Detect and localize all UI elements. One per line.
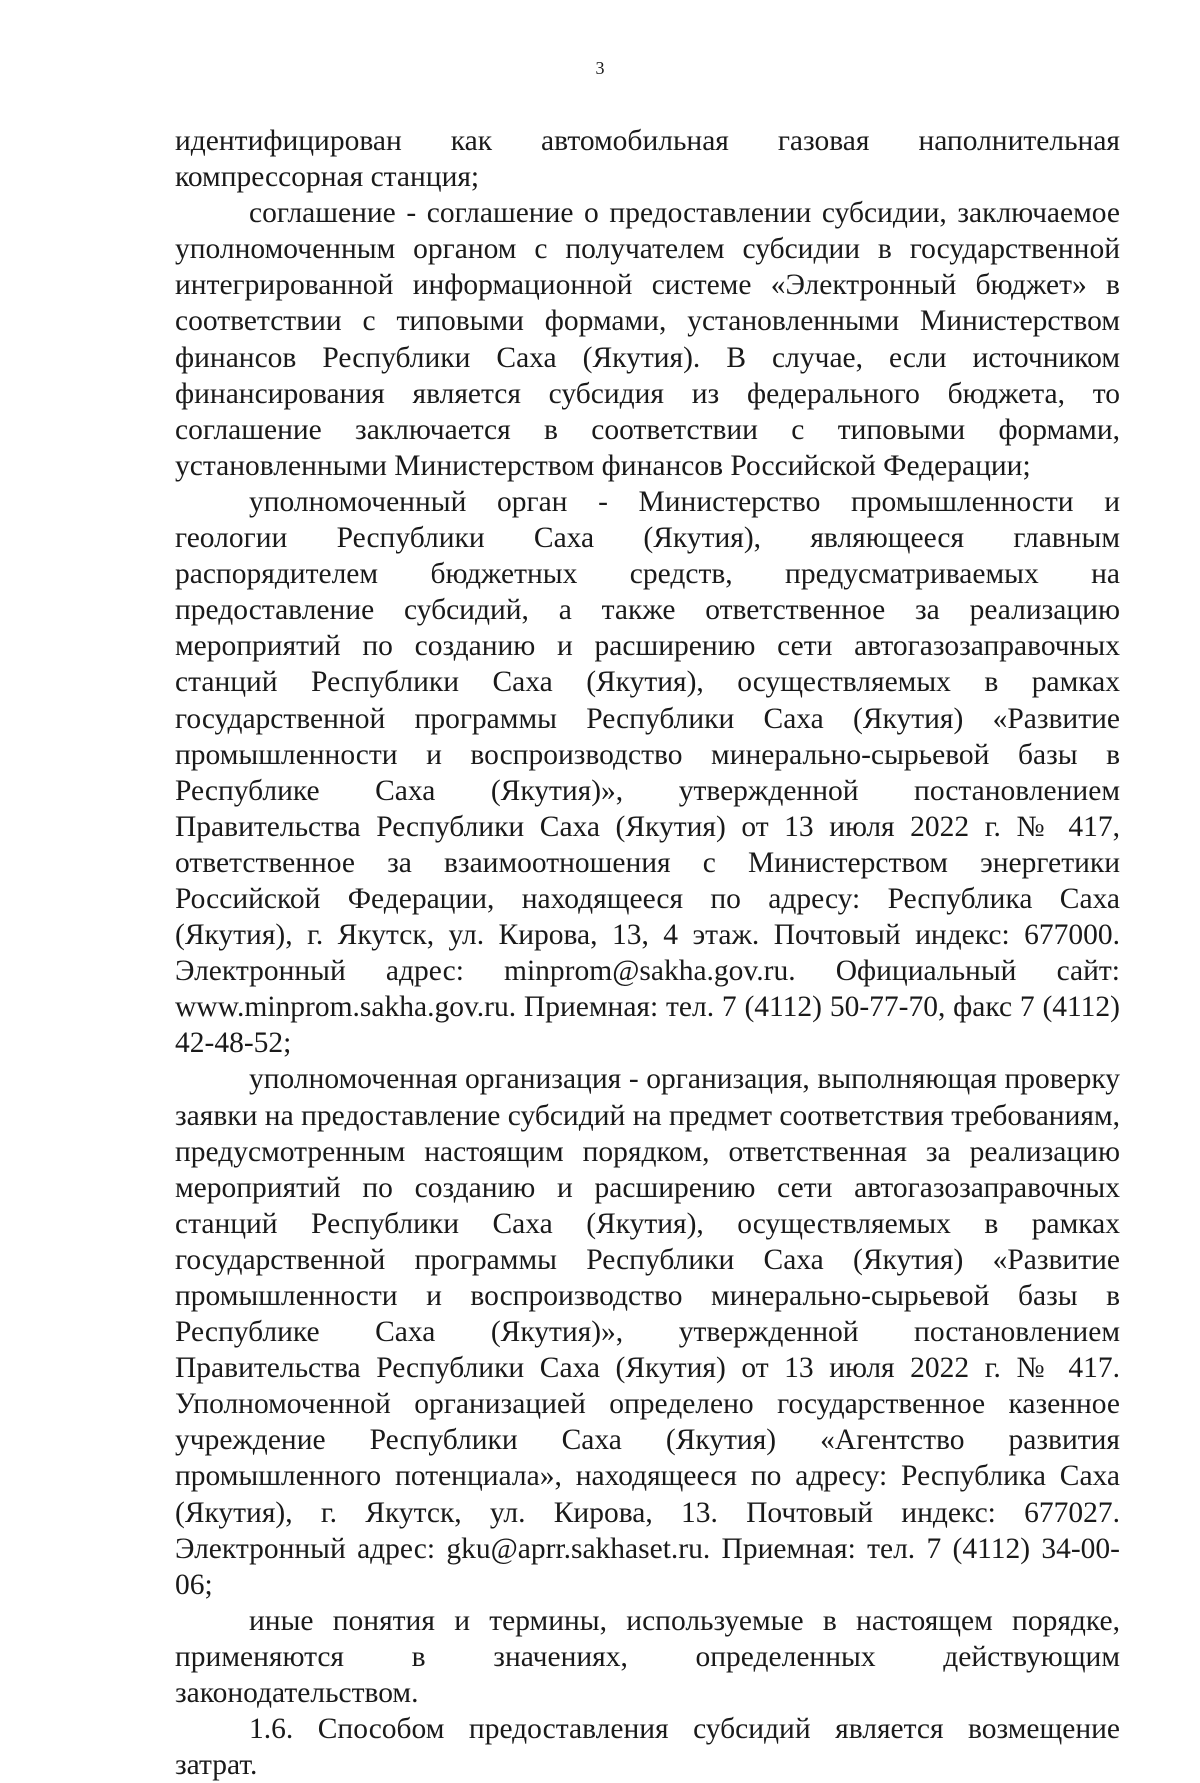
paragraph-authorized-body-definition: уполномоченный орган - Министерство промышленности и геологии Республики Саха (Якутия), являющееся главным распорядителем бюджетных средств, предусматриваемых на предоставление субсидий, а также ответственное за реализацию мероприятий по созданию и расширению сети автогазозаправочных станций Республики Саха (Якутия), осуществляемых в рамках государственной программы Республики Саха (Якутия) «Развитие промышленности и воспроизводство минерально-сырьевой базы в Республике Саха (Якутия)», утвержденной постановлением Правительства Республики Саха (Якутия) от 13 июля 2022 г. № 417, ответственное за взаимоотношения с Министерством энергетики Российской Федерации, находящееся по адресу: Республика Саха (Якутия), г. Якутск, ул. Кирова, 13, 4 этаж. Почтовый индекс: 677000. Электронный адрес: minprom@sakha.gov.ru. Официальный сайт: www.minprom.sakha.gov.ru. Приемная: тел. 7 (4112) 50-77-70, факс 7 (4112) 42-48-52; xyxy=(175,485,1120,1060)
page-number: 3 xyxy=(595,58,605,78)
paragraph-agreement-definition: соглашение - соглашение о предоставлении субсидии, заключаемое уполномоченным органом с получателем субсидии в государственной интегрированной информационной системе «Электронный бюджет» в соответствии с типовыми формами, установленными Министерством финансов Республики Саха (Якутия). В случае, если источником финансирования является субсидия из федерального бюджета, то соглашение заключается в соответствии с типовыми формами, установленными Министерством финансов Российской Федерации; xyxy=(175,197,1120,482)
paragraph-authorized-organization-definition: уполномоченная организация - организация, выполняющая проверку заявки на предоставление субсидий на предмет соответствия требованиям, предусмотренным настоящим порядком, ответственная за реализацию мероприятий по созданию и расширению сети автогазозаправочных станций Республики Саха (Якутия), осуществляемых в рамках государственной программы Республики Саха (Якутия) «Развитие промышленности и воспроизводство минерально-сырьевой базы в Республике Саха (Якутия)», утвержденной постановлением Правительства Республики Саха (Якутия) от 13 июля 2022 г. № 417. Уполномоченной организацией определено государственное казенное учреждение Республики Саха (Якутия) «Агентство развития промышленного потенциала», находящееся по адресу: Республика Саха (Якутия), г. Якутск, ул. Кирова, 13. Почтовый индекс: 677027. Электронный адрес: gku@aprr.sakhaset.ru. Приемная: тел. 7 (4112) 34-00-06; xyxy=(175,1063,1120,1601)
document-body xyxy=(175,123,1120,1783)
paragraph-station-definition-end: идентифицирован как автомобильная газовая наполнительная компрессорная станция; xyxy=(175,125,1120,194)
paragraph-other-terms: иные понятия и термины, используемые в настоящем порядке, применяются в значениях, определенных действующим законодательством. xyxy=(175,1604,1120,1710)
paragraph-subsidy-method: 1.6. Способом предоставления субсидий является возмещение затрат. xyxy=(175,1713,1120,1782)
